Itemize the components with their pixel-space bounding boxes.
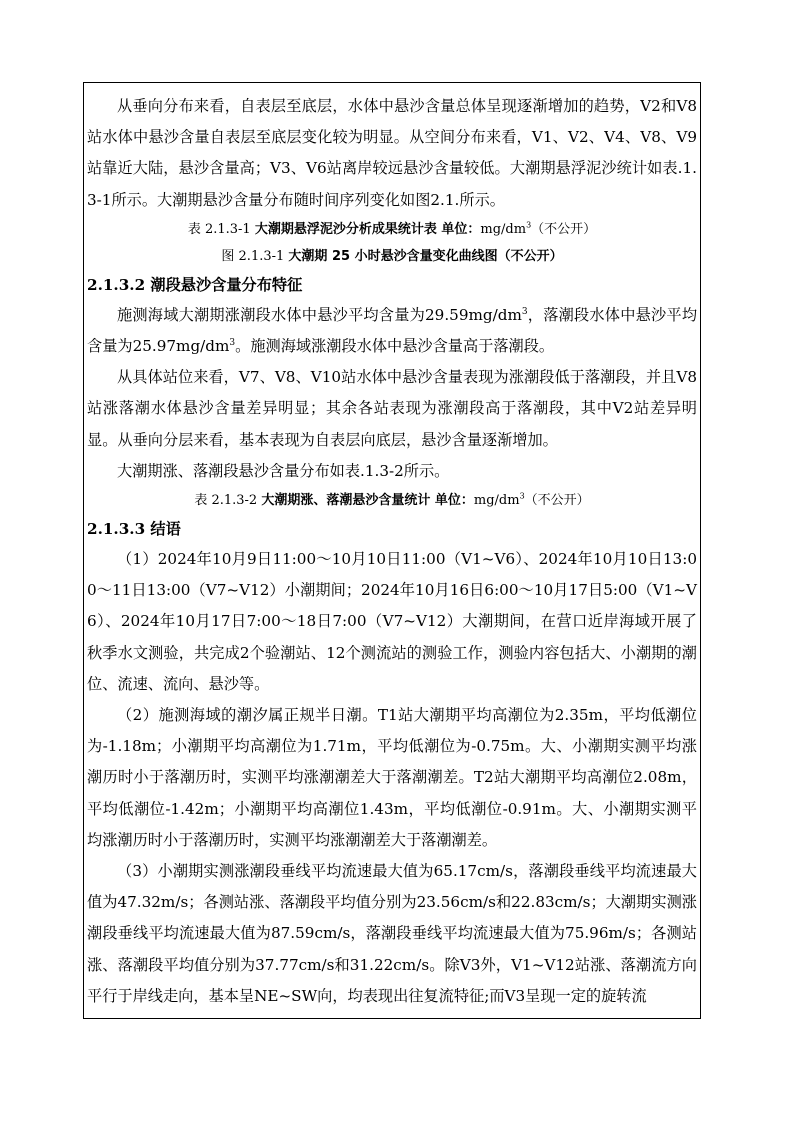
caption-title: 大潮期 25 小时悬沙含量变化曲线图（不公开） <box>288 248 563 264</box>
heading-number: 2.1.3.3 <box>87 520 151 539</box>
paragraph-average-content <box>87 300 697 362</box>
unit-sup: 3 <box>229 337 236 348</box>
table-caption-2-1-3-1 <box>87 216 697 243</box>
caption-tail: （不公开） <box>524 493 590 509</box>
conclusion-item-3: （3）小潮期实测涨潮段垂线平均流速最大值为65.17cm/s，落潮段垂线平均流速最大值为47.32m/s；各测站涨、落潮段平均值分别为23.56cm/s和22.83cm/s；大潮期实测涨潮段垂线平均流速最大值为87.59cm/s，落潮段垂线平均流速最大值为75.96m/s；各测站涨、落潮段平均值分别为37.77cm/s和31.22cm/s。除V3外，V1~V12站涨、落潮流方向平行于岸线走向，基本呈NE~SW向，均表现出往复流特征;而V3呈现一定的旋转流 <box>87 862 697 1005</box>
figure-caption-2-1-3-1 <box>87 243 697 270</box>
caption-number: 图 2.1.3-1 <box>221 248 289 264</box>
caption-unit-sup: 3 <box>526 220 532 230</box>
paragraph-station-detail: 从具体站位来看，V7、V8、V10站水体中悬沙含量表现为涨潮段低于落潮段，并且V8站涨落潮水体悬沙含量差异明显；其余各站表现为涨潮段高于落潮段，其中V2站差异明显。从垂向分层来看，基本表现为自表层向底层，悬沙含量逐渐增加。 <box>87 368 697 449</box>
heading-text: 潮段悬沙含量分布特征 <box>150 275 303 294</box>
document-frame <box>83 82 701 1019</box>
caption-number: 表 2.1.3-2 <box>194 493 262 509</box>
paragraph-table-reference: 大潮期涨、落潮段悬沙含量分布如表.1.3-2所示。 <box>117 461 450 480</box>
conclusion-item-1: （1）2024年10月9日11:00～10月10日11:00（V1~V6）、2024年10月10日13:00～11日13:00（V7~V12）小潮期间；2024年10月16日6:00～10月17日5:00（V1~V6）、2024年10月17日7:00～18日7:00（V7~V12）大潮期间，在营口近岸海域开展了秋季水文测验，共完成2个验潮站、12个测流站的测验工作，测验内容包括大、小潮期的潮位、流速、流向、悬沙等。 <box>87 550 697 693</box>
caption-unit-sup: 3 <box>519 491 525 501</box>
conclusion-item-2: （2）施测海域的潮汐属正规半日潮。T1站大潮期平均高潮位为2.35m，平均低潮位为-1.18m；小潮期平均高潮位为1.71m，平均低潮位为-0.75m。大、小潮期实测平均涨潮历时小于落潮历时，实测平均涨潮潮差大于落潮潮差。T2站大潮期平均高潮位2.08m，平均低潮位-1.42m；小潮期平均高潮位1.43m，平均低潮位-0.91m。大、小潮期实测平均涨潮历时小于落潮历时，实测平均涨潮潮差大于落潮潮差。 <box>87 706 697 849</box>
paragraph-vertical-distribution: 从垂向分布来看，自表层至底层，水体中悬沙含量总体呈现逐渐增加的趋势，V2和V8站水体中悬沙含量自表层至底层变化较为明显。从空间分布来看，V1、V2、V4、V8、V9站靠近大陆，悬沙含量高；V3、V6站离岸较远悬沙含量较低。大潮期悬浮泥沙统计如表.1.3-1所示。大潮期悬沙含量分布随时间序列变化如图2.1.所示。 <box>87 97 697 209</box>
heading-number: 2.1.3.2 <box>87 275 151 294</box>
caption-title: 大潮期悬浮泥沙分析成果统计表 单位： <box>254 221 481 237</box>
caption-title: 大潮期涨、落潮悬沙含量统计 单位： <box>261 493 474 509</box>
text-part: 施测海域大潮期涨潮段水体中悬沙平均含量为29.59mg/dm <box>117 305 522 324</box>
document-body <box>84 91 700 1012</box>
caption-tail: （不公开） <box>531 221 597 237</box>
section-heading-2-1-3-2 <box>87 270 697 300</box>
section-heading-2-1-3-3 <box>87 514 697 544</box>
caption-unit: mg/dm <box>473 493 520 509</box>
table-caption-2-1-3-2 <box>87 487 697 514</box>
text-part: 。施测海域涨潮段水体中悬沙含量高于落潮段。 <box>235 337 555 356</box>
text-part: ，落潮段水体中悬沙平均含量为25.97mg/dm <box>87 305 698 356</box>
caption-unit: mg/dm <box>480 221 527 237</box>
unit-sup: 3 <box>521 306 528 317</box>
heading-text: 结语 <box>150 520 181 539</box>
caption-number: 表 2.1.3-1 <box>187 221 255 237</box>
